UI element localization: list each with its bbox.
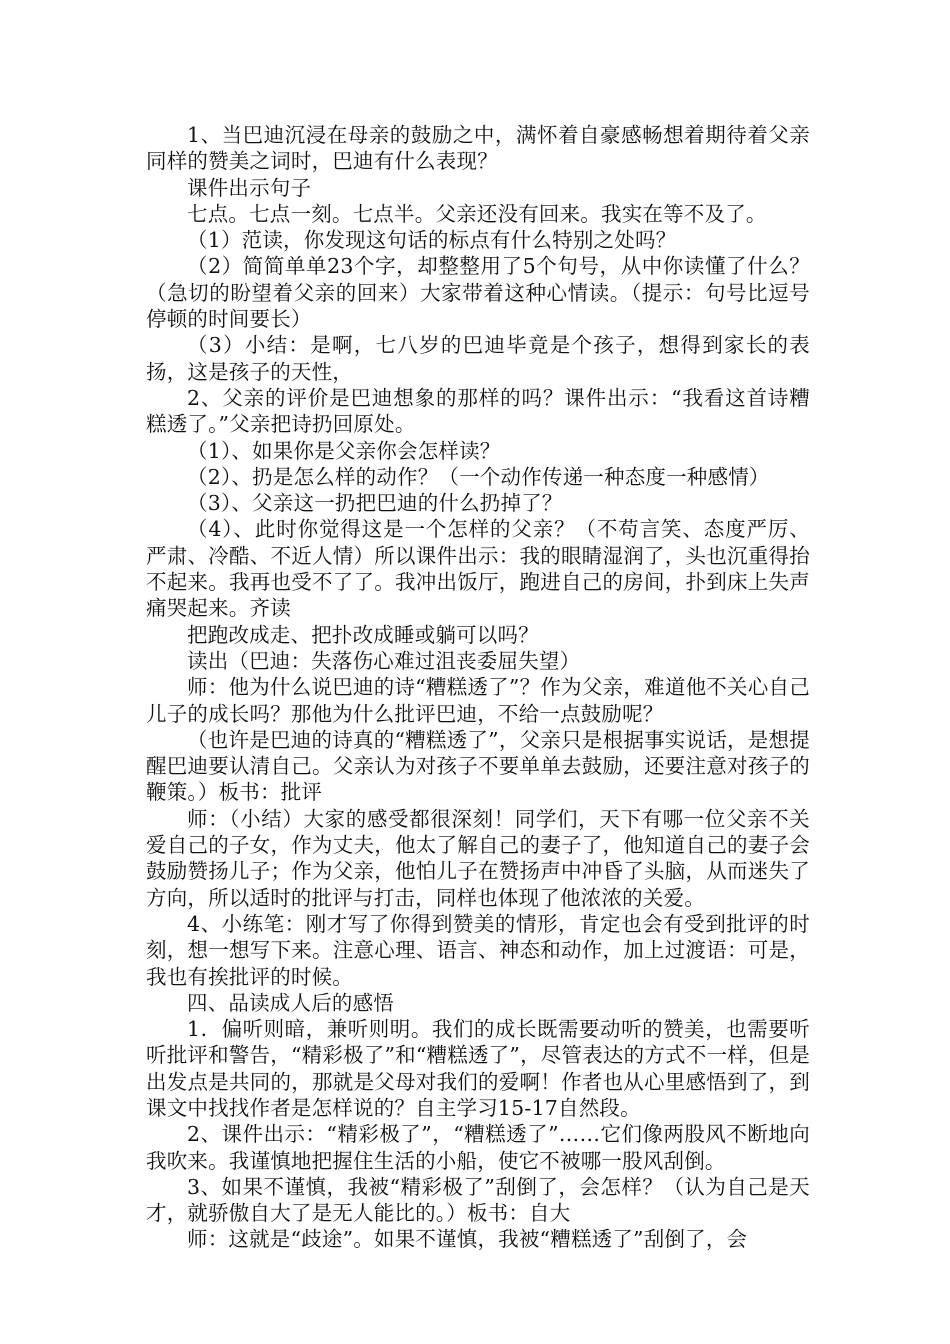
paragraph: （3）小结：是啊，七八岁的巴迪毕竟是个孩子，想得到家长的表扬，这是孩子的天性，	[146, 333, 810, 384]
paragraph: 3、如果不谨慎，我被“精彩极了”刮倒了，会怎样？（认为自己是天才，就骄傲自大了是无人能比的。）板书：自大	[146, 1174, 810, 1226]
paragraph: （4）、此时你觉得这是一个怎样的父亲？（不苟言笑、态度严厉、严肃、冷酷、不近人情）所以课件出示：我的眼睛湿润了，头也沉重得抬不起来。我再也受不了了。我冲出饭厅，跑进自己的房间，扑到床上失声痛哭起来。齐读	[146, 517, 810, 621]
paragraph: 师：（小结）大家的感受都很深刻！同学们，天下有哪一位父亲不关爱自己的子女，作为丈夫，他太了解自己的妻子了，他知道自己的妻子会鼓励赞扬儿子；作为父亲，他怕儿子在赞扬声中冲昏了头脑，从而迷失了方向，所以适时的批评与打击，同样也体现了他浓浓的关爱。	[146, 806, 810, 910]
paragraph: 把跑改成走、把扑改成睡或躺可以吗？	[187, 622, 539, 647]
paragraph: （也许是巴迪的诗真的“糟糕透了”，父亲只是根据事实说话，是想提醒巴迪要认清自己。父亲认为对孩子不要单单去鼓励，还要注意对孩子的鞭策。）板书：批评	[146, 727, 810, 805]
paragraph: 师：这就是“歧途”。如果不谨慎，我被“糟糕透了”刮倒了，会	[187, 1227, 748, 1252]
paragraph: 七点。七点一刻。七点半。父亲还没有回来。我实在等不及了。	[187, 201, 767, 226]
paragraph: 1．偏听则暗，兼听则明。我们的成长既需要动听的赞美，也需要听听批评和警告，“精彩极了”和“糟糕透了”，尽管表达的方式不一样，但是出发点是共同的，那就是父母对我们的爱啊！作者也从心里感悟到了，到课文中找找作者是怎样说的？自主学习15-17自然段。	[146, 1017, 810, 1120]
paragraph: （1）、如果你是父亲你会怎样读？	[187, 438, 501, 463]
paragraph: 2、课件出示：“精彩极了”，“糟糕透了”……它们像两股风不断地向我吹来。我谨慎地把握住生活的小船，使它不被哪一股风刮倒。	[146, 1122, 810, 1173]
paragraph: （2）简简单单23个字，却整整用了5个句号，从中你读懂了什么？（急切的盼望着父亲的回来）大家带着这种心情读。（提示：句号比逗号停顿的时间要长）	[146, 254, 810, 332]
paragraph: （2）、扔是怎么样的动作？（一个动作传递一种态度一种感情）	[187, 464, 770, 489]
section-heading: 四、品读成人后的感悟	[187, 990, 394, 1015]
paragraph: （3）、父亲这一扔把巴迪的什么扔掉了？	[187, 491, 563, 516]
paragraph: 师：他为什么说巴迪的诗“糟糕透了”？作为父亲，难道他不关心自己儿子的成长吗？那他为什么批评巴迪，不给一点鼓励呢？	[146, 675, 810, 726]
paragraph: 课件出示句子	[187, 175, 312, 200]
paragraph: 1、当巴迪沉浸在母亲的鼓励之中，满怀着自豪感畅想着期待着父亲同样的赞美之词时，巴迪有什么表现？	[146, 123, 810, 174]
document-body	[146, 122, 810, 1253]
paragraph: 2、父亲的评价是巴迪想象的那样的吗？课件出示：“我看这首诗糟糕透了。”父亲把诗扔回原处。	[146, 385, 810, 437]
paragraph: （1）范读，你发现这句话的标点有什么特别之处吗？	[187, 228, 677, 253]
paragraph: 4、小练笔：刚才写了你得到赞美的情形，肯定也会有受到批评的时刻，想一想写下来。注意心理、语言、神态和动作，加上过渡语：可是，我也有挨批评的时候。	[146, 911, 810, 989]
paragraph: 读出（巴迪：失落伤心难过沮丧委屈失望）	[187, 648, 581, 673]
